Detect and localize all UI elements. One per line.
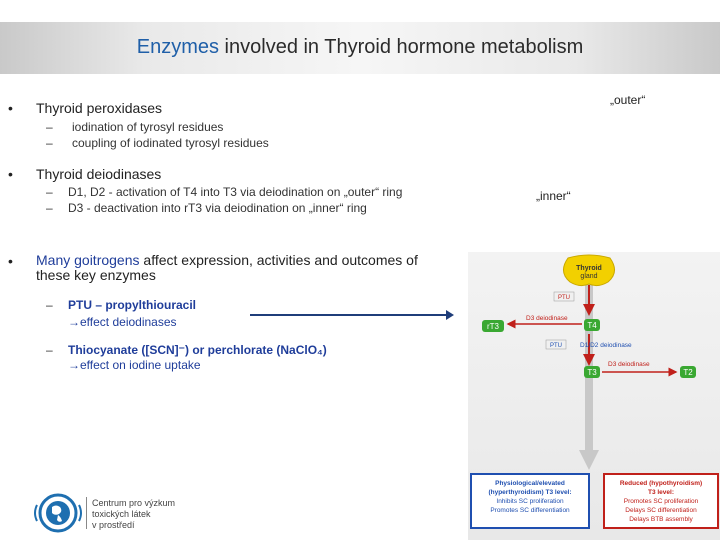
bullet-dot-3: • [8,253,13,269]
dash: – [46,120,53,134]
goitrogens-rest: affect expression, activities and outcomes of these key enzymes [36,252,418,283]
page-title [0,36,720,59]
goitrogens-bold: Many goitrogens [36,252,140,268]
thiocyanate-line: Thiocyanate ([SCN]⁻) or perchlorate (NaClO₄) [68,343,327,357]
bullet-deiodinases: Thyroid deiodinases [36,166,162,182]
d3-top-text: D3 deiodinase [526,315,568,322]
arrow-icon: → [68,315,80,329]
t3-text: T3 [587,368,597,377]
outer-label: „outer“ [610,93,646,107]
logo-line: toxických látek [92,509,151,519]
bullet-goitrogens [36,253,446,283]
box-line: Physiological/elevated [495,480,565,487]
bullet-dot-2: • [8,166,13,182]
recetox-logo [32,493,84,533]
thyroid-label: Thyroid [576,265,602,272]
logo-text [92,498,175,531]
bullet-peroxidases: Thyroid peroxidases [36,100,163,116]
thiocyanate-effect [68,358,201,372]
title-highlight: Enzymes [136,36,219,58]
ptu-top-text: PTU [558,295,570,301]
thiocyanate-effect-text: effect on iodine uptake [80,358,201,372]
bullet-dot-1: • [8,100,13,116]
dash: – [46,136,53,150]
box-line: Delays SC differentiation [625,507,697,514]
ptu-line: PTU – propylthiouracil [68,298,197,312]
box-line: Inhibits SC proliferation [496,498,564,505]
pointer-arrow-head [446,310,454,320]
rt3-text: rT3 [487,322,499,331]
dash: – [46,343,53,357]
sub-item: D3 - deactivation into rT3 via deiodination on „inner“ ring [68,201,367,215]
logo-divider [86,497,87,529]
box-line: Promotes SC proliferation [623,498,699,505]
box-line: (hyperthyroidism) T3 level: [488,489,572,496]
box-line: T3 level: [647,489,675,496]
box-line: Reduced (hypothyroidism) [619,480,703,487]
arrow-icon: → [68,358,80,372]
ptu-effect [68,315,177,329]
inner-label: „inner“ [536,189,571,203]
dash: – [46,201,53,215]
pointer-arrow-line [250,314,450,316]
box-line: Delays BTB assembly [629,516,693,523]
d1d2-text: D1/D2 deiodinase [580,342,632,349]
t2-text: T2 [683,368,693,377]
thyroid-label-2: gland [580,273,598,280]
dash: – [46,298,53,312]
dash: – [46,185,53,199]
sub-item: coupling of iodinated tyrosyl residues [72,136,269,150]
ptu-mid-text: PTU [550,343,562,349]
t4-text: T4 [587,321,597,330]
title-rest: involved in Thyroid hormone metabolism [219,36,584,58]
logo-line: v prostředí [92,520,135,530]
deiodinase-diagram [468,252,720,540]
box-right-text [620,480,702,523]
sub-item: D1, D2 - activation of T4 into T3 via deiodination on „outer“ ring [68,185,403,199]
sub-item: iodination of tyrosyl residues [72,120,224,134]
ptu-effect-text: effect deiodinases [80,315,177,329]
d3-right-text: D3 deiodinase [608,361,650,368]
box-line: Promotes SC differentiation [490,507,570,514]
logo-line: Centrum pro výzkum [92,498,176,508]
